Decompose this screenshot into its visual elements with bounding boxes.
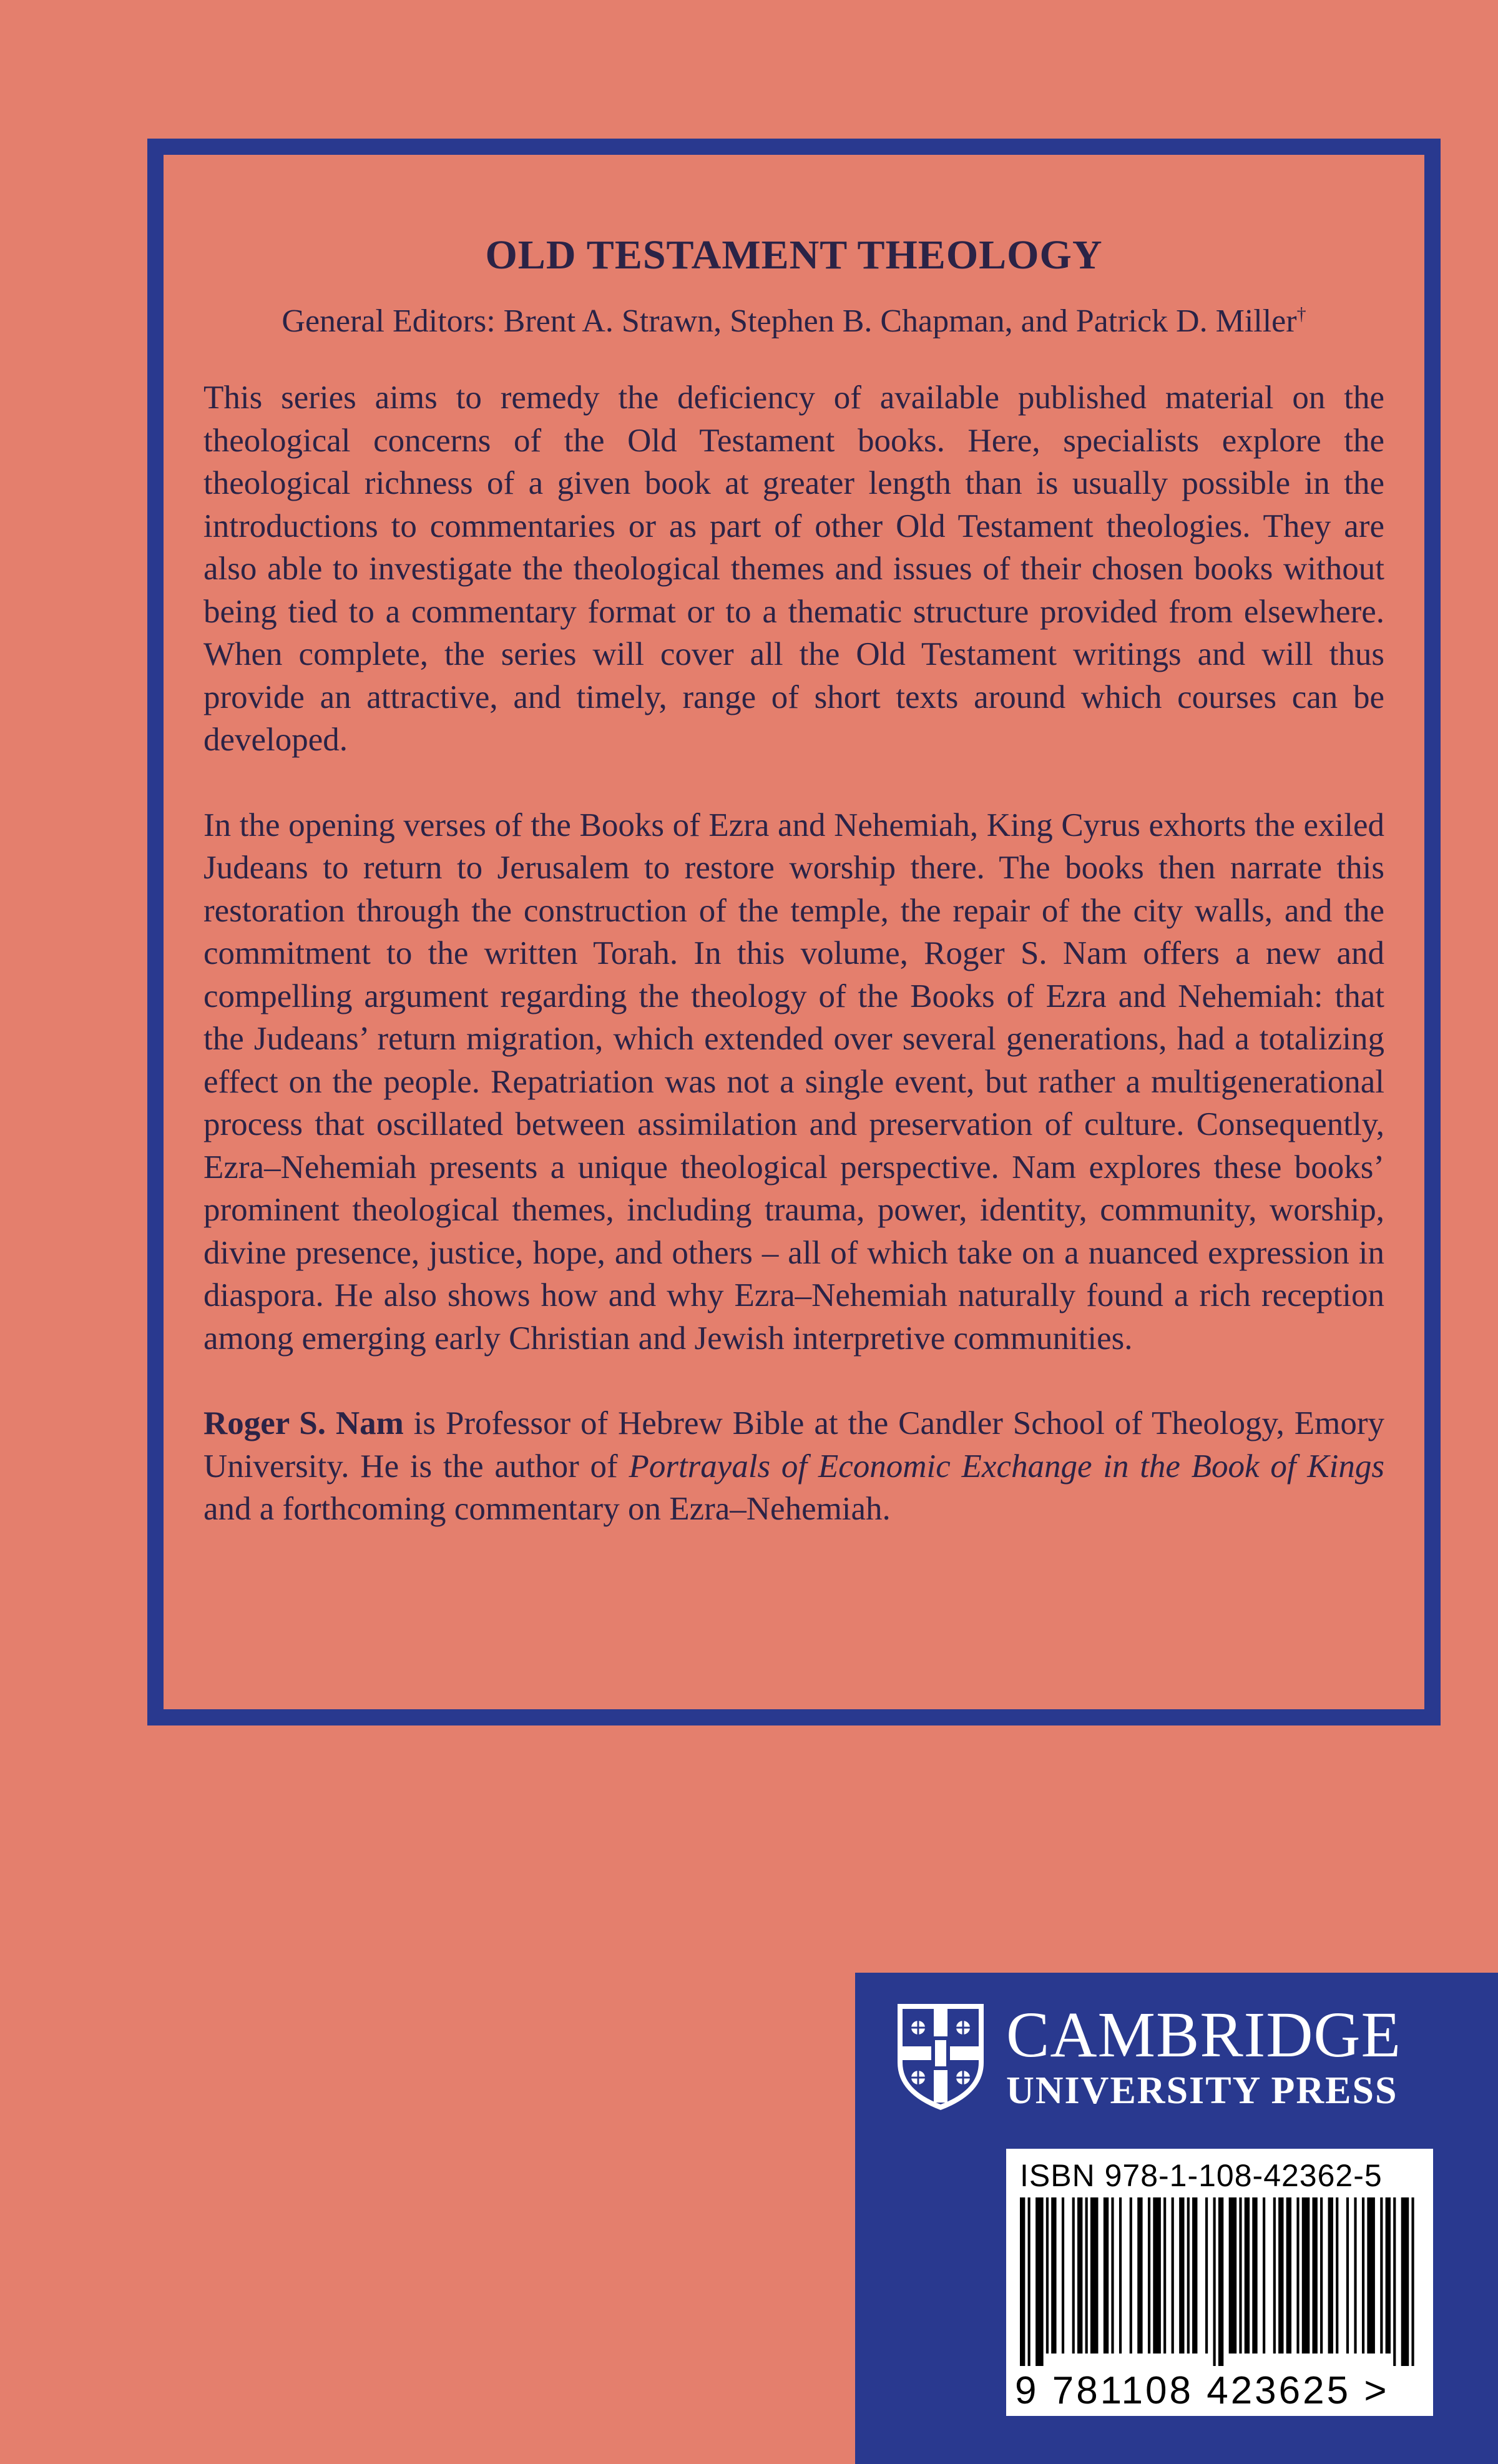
general-editors-text: General Editors: Brent A. Strawn, Stephen B. Chapman, and Patrick D. Miller bbox=[281, 303, 1297, 339]
series-title: OLD TESTAMENT THEOLOGY bbox=[485, 232, 1103, 278]
publisher-name-line1: CAMBRIDGE bbox=[1006, 1999, 1402, 2071]
series-description: This series aims to remedy the deficiency of available published material on the theological concerns of the Old Testament books. Here, specialists explore the theological richness of a given book at greater length than is usually possible in the introductions to commentaries or as part of other Old Testament theologies. They are also able to investigate the theological themes and issues of their chosen books without being tied to a commentary format or to a thematic structure provided from elsewhere. When complete, the series will cover all the Old Testament writings and will thus provide an attractive, and timely, range of short texts around which courses can be developed. bbox=[203, 380, 1384, 758]
publisher-name-line2: UNIVERSITY PRESS bbox=[1006, 2069, 1398, 2112]
publisher-panel bbox=[855, 1973, 1498, 2464]
general-editors bbox=[197, 303, 1391, 339]
author-name: Roger S. Nam bbox=[203, 1405, 404, 1442]
book-description: In the opening verses of the Books of Ezra and Nehemiah, King Cyrus exhorts the exiled Judeans to return to Jerusalem to restore worship there. The books then narrate this restoration through the construction of the temple, the repair of the city walls, and the commitment to the written Torah. In this volume, Roger S. Nam offers a new and compelling argument regarding the theology of the Books of Ezra and Nehemiah: that the Judeans’ return migration, which extended over several generations, had a totalizing effect on the people. Repatriation was not a single event, but rather a multigenerational process that oscillated between assimilation and preservation of culture. Consequently, Ezra–Nehemiah presents a unique theological perspective. Nam explores these books’ prominent theological themes, including trauma, power, identity, community, worship, divine presence, justice, hope, and others – all of which take on a nuanced expression in diaspora. He also shows how and why Ezra–Nehemiah naturally found a rich reception among emerging early Christian and Jewish interpretive communities. bbox=[203, 807, 1384, 1357]
isbn-label: ISBN 978-1-108-42362-5 bbox=[1020, 2158, 1383, 2193]
editor-mark: † bbox=[1296, 303, 1306, 325]
barcode-bars bbox=[1020, 2197, 1419, 2366]
cambridge-crest-icon bbox=[894, 2000, 987, 2113]
barcode bbox=[1006, 2149, 1433, 2416]
publisher-logo bbox=[894, 2000, 1401, 2113]
author-previous-book-title: Portrayals of Economic Exchange in the Book of Kings bbox=[629, 1448, 1384, 1485]
author-bio-text-1: is Professor of Hebrew Bible at the Candler School of Theology, Emory University. He is the author of bbox=[203, 1405, 1385, 1485]
publisher-name bbox=[1006, 1999, 1402, 2112]
description-content bbox=[197, 232, 1391, 1531]
barcode-digits: 9 781108 423625 > bbox=[1015, 2369, 1389, 2412]
author-bio-text-2: and a forthcoming commentary on Ezra–Nehemiah. bbox=[203, 1491, 891, 1528]
description-frame bbox=[147, 139, 1441, 1725]
author-bio bbox=[197, 1402, 1391, 1531]
